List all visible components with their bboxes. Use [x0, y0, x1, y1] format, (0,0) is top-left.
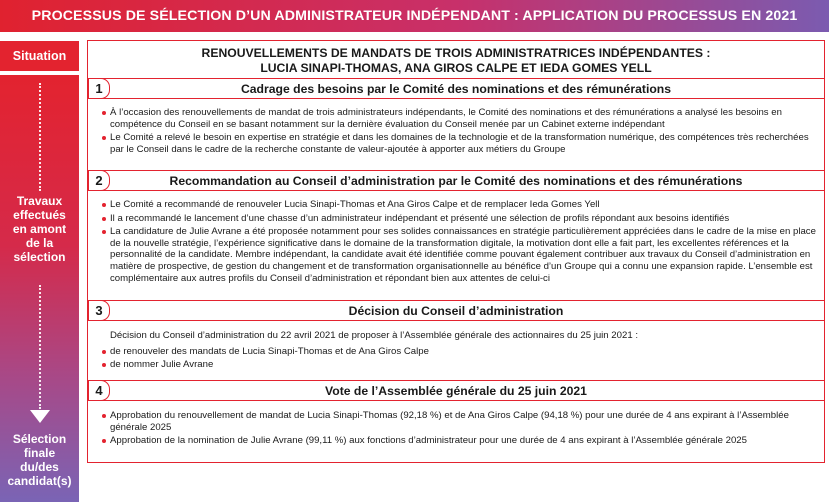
bullet-item: Il a recommandé le lancement d’une chasse d’un administrateur indépendant et présenté une sélection de profils répondant aux besoins identifiés — [110, 213, 816, 225]
selection-line: du/des — [20, 460, 59, 474]
situation-label — [0, 41, 79, 71]
side-process-bar — [0, 75, 79, 502]
step-number-badge: 2 — [88, 170, 110, 191]
main-title-line: RENOUVELLEMENTS DE MANDATS DE TROIS ADMINISTRATRICES INDÉPENDANTES : — [201, 46, 711, 60]
travaux-line: Travaux — [16, 194, 63, 208]
selection-label — [0, 432, 79, 488]
bullet-item: Le Comité a recommandé de renouveler Lucia Sinapi-Thomas et Ana Giros Calpe et de remplacer Ieda Gomes Yell — [110, 199, 816, 211]
bullet-item: Le Comité a relevé le besoin en expertise en stratégie et dans les domaines de la technologie et de la transformation numérique, des compétences très recherchées par le Conseil dans le cadre de la recherche constante de valeur-ajoutée à apporter aux métiers du Groupe — [110, 132, 816, 155]
travaux-line: en amont — [12, 222, 67, 236]
arrow-down-icon — [30, 410, 50, 423]
travaux-line: sélection — [13, 250, 66, 264]
main-panel — [87, 40, 825, 463]
step-number-badge: 4 — [88, 380, 110, 401]
page-banner — [0, 0, 829, 32]
selection-line: finale — [23, 446, 56, 460]
step-4-content — [88, 410, 824, 449]
travaux-label — [0, 194, 79, 264]
travaux-line: effectués — [13, 208, 66, 222]
step-title: Recommandation au Conseil d’administration par le Comité des nominations et des rémunérations — [169, 173, 743, 188]
step-2-header — [88, 170, 824, 191]
step-1-content — [88, 107, 824, 157]
step-title: Décision du Conseil d’administration — [348, 303, 564, 318]
main-title-line: LUCIA SINAPI-THOMAS, ANA GIROS CALPE ET IEDA GOMES YELL — [260, 60, 652, 75]
decision-intro: Décision du Conseil d’administration du 22 avril 2021 de proposer à l’Assemblée générale des actionnaires du 25 juin 2021 : — [110, 330, 638, 341]
step-2-content — [88, 199, 824, 286]
bullet-item: de renouveler des mandats de Lucia Sinapi-Thomas et de Ana Giros Calpe — [110, 346, 816, 358]
step-3-header — [88, 300, 824, 321]
bullet-item: de nommer Julie Avrane — [110, 359, 816, 371]
step-number-badge: 3 — [88, 300, 110, 321]
step-1-header — [88, 78, 824, 99]
step-title: Cadrage des besoins par le Comité des nominations et des rémunérations — [240, 81, 672, 96]
step-4-header — [88, 380, 824, 401]
banner-title: PROCESSUS DE SÉLECTION D’UN ADMINISTRATEUR INDÉPENDANT : APPLICATION DU PROCESSUS EN 2021 — [31, 8, 798, 24]
selection-line: candidat(s) — [7, 474, 72, 488]
dotted-line-bottom — [39, 285, 41, 409]
bullet-item: À l’occasion des renouvellements de mandat de trois administrateurs indépendants, le Comité des nominations et des rémunérations a analysé les besoins en compétence du Conseil en se basant notamment sur la dernière évaluation du Conseil menée par un Cabinet externe indépendant — [110, 107, 816, 130]
dotted-line-top — [39, 83, 41, 191]
situation-text: Situation — [12, 49, 67, 63]
bullet-item: Approbation de la nomination de Julie Avrane (99,11 %) aux fonctions d’administrateur pour une durée de 4 ans expirant à l’Assemblée générale 2025 — [110, 435, 816, 447]
bullet-item: La candidature de Julie Avrane a été proposée notamment pour ses solides connaissances en stratégie particulièrement appréciées dans le cadre de la mise en place de la nouvelle stratégie, l’expérience significative dans le domaine de la transformation digitale, la motivation dont elle a fait part, les excellentes références et la personnalité de la candidate. Membre indépendant, la candidate avait été identifiée comme pouvant également contribuer aux travaux du Conseil d’administration en matière de prospective, de gestion du changement et de transformation organisationnelle au bénéfice d’un Groupe qui a connu une expansion rapide. L’ensemble est complémentaire aux autres profils du Conseil d’administration et répondant bien aux attentes de celui-ci — [110, 226, 816, 284]
bullet-item: Approbation du renouvellement de mandat de Lucia Sinapi-Thomas (92,18 %) et de Ana Giros Calpe (94,18 %) pour une durée de 4 ans expirant à l’Assemblée générale 2025 — [110, 410, 816, 433]
travaux-line: de la — [25, 236, 54, 250]
step-title: Vote de l’Assemblée générale du 25 juin 2021 — [325, 383, 587, 398]
step-3-content — [88, 330, 824, 373]
step-number-badge: 1 — [88, 78, 110, 99]
main-title — [88, 46, 824, 75]
selection-line: Sélection — [12, 432, 67, 446]
